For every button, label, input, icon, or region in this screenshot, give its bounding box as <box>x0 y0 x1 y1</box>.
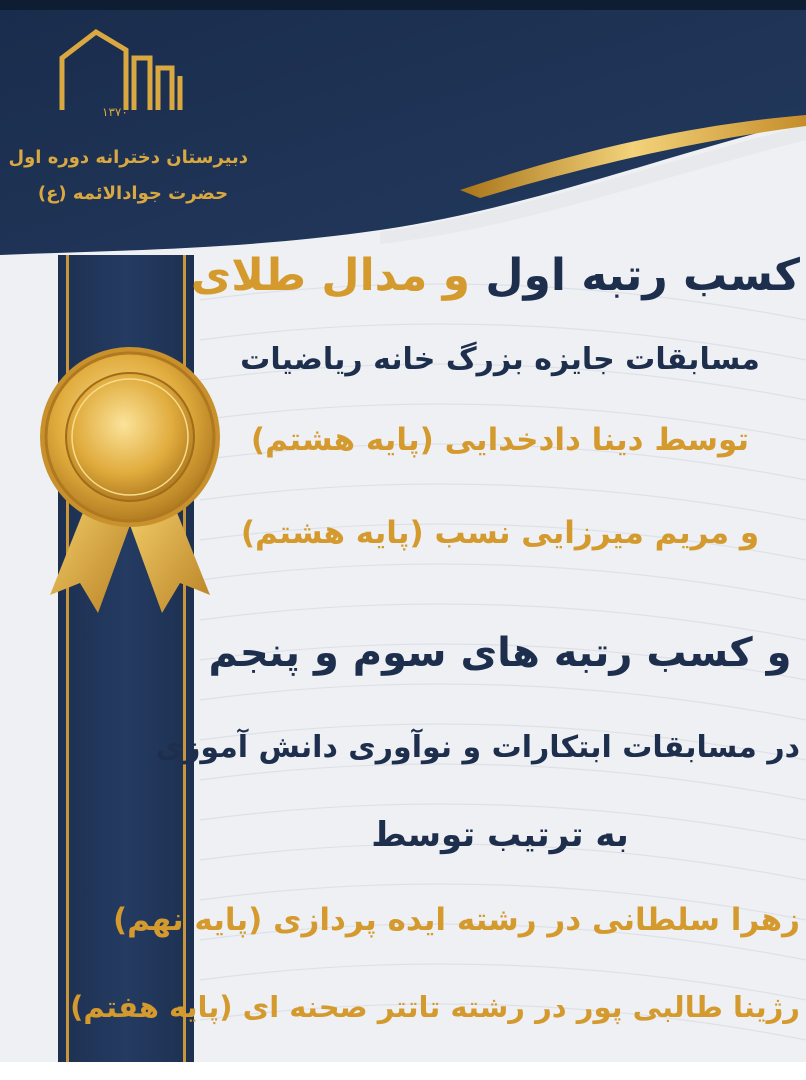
winner2-line: و مریم میرزایی نسب (پایه هشتم) <box>240 515 760 551</box>
school-name-line1: دبیرستان دخترانه دوره اول <box>8 147 248 168</box>
winner1-line: توسط دینا دادخدایی (پایه هشتم) <box>250 422 750 458</box>
order-line: به ترتیب توسط <box>371 815 629 855</box>
competition2-line: در مسابقات ابتکارات و نوآوری دانش آموزی <box>155 730 800 765</box>
main-headline <box>190 250 800 301</box>
logo-year: ۱۳۷۰ <box>102 105 128 119</box>
school-name <box>8 140 248 212</box>
school-name-line2: حضرت جوادالائمه (ع) <box>37 183 229 204</box>
competition1-line: مسابقات جایزه بزرگ خانه ریاضیات <box>240 342 760 377</box>
winner4-line: رژینا طالبی پور در رشته تاتتر صحنه ای (پایه هفتم) <box>70 990 800 1024</box>
second-headline: و کسب رتبه های سوم و پنجم <box>208 630 792 676</box>
headline-part1: کسب رتبه اول <box>470 250 800 301</box>
gold-medal-icon <box>30 345 230 625</box>
headline-part2: و مدال طلای <box>190 250 470 301</box>
school-logo <box>54 24 194 120</box>
winner3-line: زهرا سلطانی در رشته ایده پردازی (پایه نهم) <box>113 902 800 938</box>
